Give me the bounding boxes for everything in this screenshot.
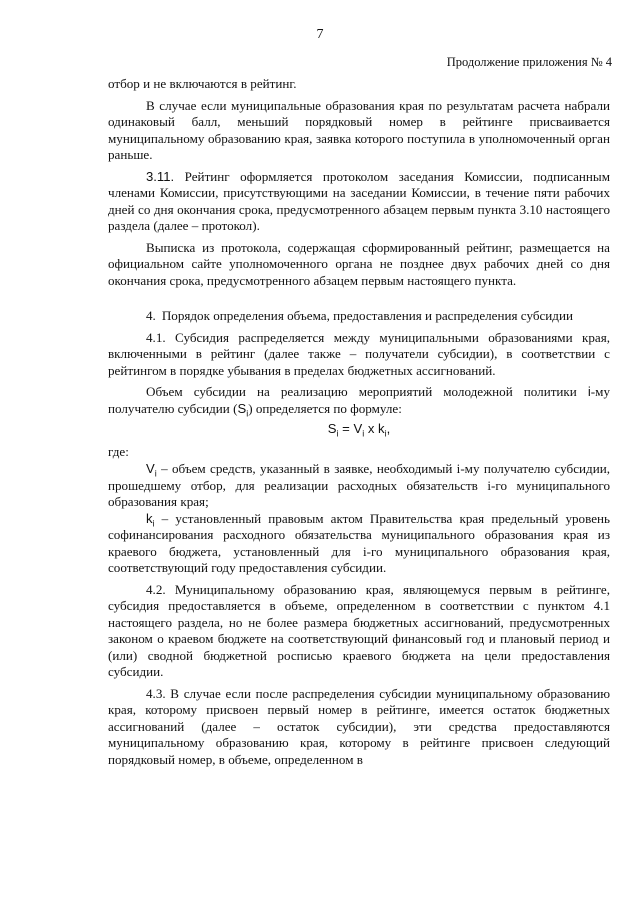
definition-v (108, 461, 610, 511)
formula-term: V (353, 421, 363, 436)
clause-text: Рейтинг оформляется протоколом заседания Комиссии, подписанным членами Комиссии, присутствующими на заседании Комиссии, в течение пяти рабочих дней со дня окончания срока, предусмотренного абзацем первым пункта 3.10 настоящего раздела (далее – протокол). (108, 168, 610, 233)
paragraph-extract: Выписка из протокола, содержащая сформированный рейтинг, размещается на официальном сайте уполномоченного органа не позднее двух рабочих дней со дня окончания срока, предусмотренного абзацем первым настоящего пункта. (108, 239, 610, 288)
formula-subscript: i (384, 428, 387, 439)
clause-text: В случае если после распределения субсидии муниципальному образованию края, которому присвоен первый номер в рейтинге, имеется остаток бюджетных ассигнований (далее – остаток субсидии), эти средства предоставляются муниципальному образованию края, которому в рейтинге присвоен следующий порядковый номер, в объеме, определенном в (108, 685, 610, 767)
symbol: V (146, 461, 155, 476)
formula-term: S (327, 421, 337, 436)
formula-punctuation: , (386, 421, 391, 436)
definition-k (108, 511, 610, 577)
paragraph-subsidy-volume (108, 384, 610, 417)
definition-text: – установленный правовым актом Правительства края предельный уровень софинансирования расходного обязательства муниципального образования края из краевого бюджета, установленный для i-го муниципального образования края, соответствующий году предоставления субсидии. (108, 510, 610, 575)
subsidy-formula (108, 421, 610, 438)
section-number: 4. (146, 308, 156, 323)
clause-number: 4.2. (146, 581, 166, 597)
subscript: i (154, 468, 157, 479)
clause-text: Субсидия распределяется между муниципальными образованиями края, включенными в рейтинг (далее также – получатели субсидии), в соответствии с рейтингом в порядке убывания в пределах бюджетных ассигнований. (108, 329, 610, 378)
formula-subscript: i (362, 428, 365, 439)
subscript: i (246, 408, 249, 419)
paragraph-continuation: отбор и не включаются в рейтинг. (108, 76, 297, 91)
paragraph-3-11 (108, 169, 610, 235)
definition-text: – объем средств, указанный в заявке, необходимый i-му получателю субсидии, прошедшему отбор, для реализации расходных обязательств i-го муниципального образования края; (108, 461, 610, 509)
where-label: где: (108, 443, 129, 459)
clause-number: 4.3. (146, 685, 166, 701)
formula-operator: x (364, 421, 379, 436)
subscript: i (152, 518, 155, 529)
paragraph-4-2 (108, 582, 610, 681)
formula-subscript: i (336, 428, 339, 439)
text-fragment: S (237, 400, 247, 416)
paragraph-4-3 (108, 686, 610, 769)
text-fragment: ) определяется по формуле: (248, 400, 402, 416)
section-heading (108, 308, 610, 325)
symbol: k (146, 510, 153, 526)
paragraph-equal-score: В случае если муниципальные образования края по результатам расчета набрали одинаковый балл, меньший порядковый номер в рейтинге присваивается муниципальному образованию края, заявка которого поступила в уполномоченный орган раньше. (108, 97, 610, 162)
section-title: Порядок определения объема, предоставления и распределения субсидии (161, 308, 573, 323)
document-body (108, 76, 610, 773)
appendix-continuation-note: Продолжение приложения № 4 (446, 55, 612, 69)
formula-operator: = (338, 421, 354, 436)
formula-term: k (378, 421, 385, 436)
clause-number: 3.11. (146, 168, 175, 184)
page-number: 7 (316, 27, 324, 42)
text-fragment: Объем субсидии на реализацию мероприятий молодежной политики (146, 384, 588, 399)
clause-text: Муниципальному образованию края, являющемуся первым в рейтинге, субсидия предоставляется в объеме, определенном в соответствии с пунктом 4.1 настоящего раздела, но не более размера бюджетных ассигнований, предусмотренных законом о краевом бюджете на соответствующий финансовый год и плановый период и (или) сводной бюджетной росписью краевого бюджета на цели предоставления субсидии. (108, 581, 610, 679)
paragraph-4-1 (108, 330, 610, 380)
text-fragment: -му получателю субсидии ( (108, 384, 610, 416)
clause-number: 4.1. (146, 329, 166, 345)
text-fragment: i (587, 384, 591, 399)
